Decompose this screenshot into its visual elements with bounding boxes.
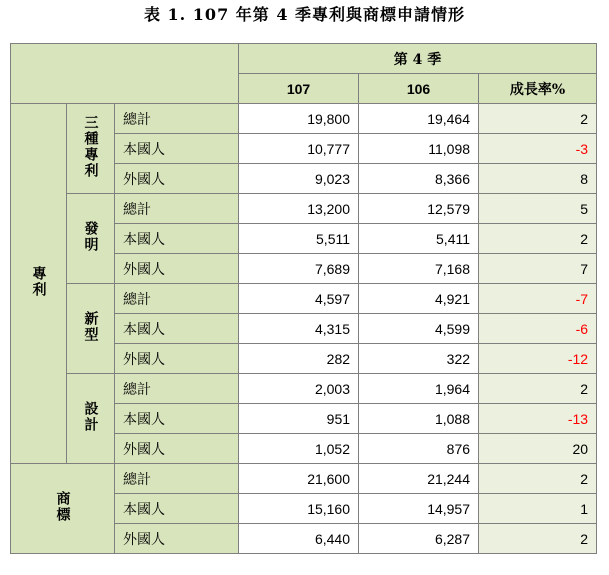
growth-rate: 5 [479, 194, 597, 224]
value-106: 7,168 [359, 254, 479, 284]
table-row [11, 374, 597, 404]
header-col-106: 106 [359, 74, 479, 104]
subgroup-label-utility-model-text: 新型 [82, 310, 99, 343]
value-107: 19,800 [239, 104, 359, 134]
subgroup-label-design-text: 設計 [82, 400, 99, 433]
value-106: 14,957 [359, 494, 479, 524]
table-row [11, 194, 597, 224]
growth-rate: 8 [479, 164, 597, 194]
value-107: 4,597 [239, 284, 359, 314]
growth-rate: 20 [479, 434, 597, 464]
value-107: 15,160 [239, 494, 359, 524]
value-106: 4,921 [359, 284, 479, 314]
header-quarter: 第 4 季 [239, 44, 597, 74]
value-106: 5,411 [359, 224, 479, 254]
row-label: 本國人 [115, 224, 239, 254]
row-label: 本國人 [115, 494, 239, 524]
row-label: 總計 [115, 464, 239, 494]
value-106: 876 [359, 434, 479, 464]
row-label: 總計 [115, 284, 239, 314]
statistics-table [10, 43, 597, 554]
value-106: 322 [359, 344, 479, 374]
growth-rate: -7 [479, 284, 597, 314]
table-row [11, 284, 597, 314]
row-label: 本國人 [115, 314, 239, 344]
row-label: 外國人 [115, 434, 239, 464]
row-label: 本國人 [115, 404, 239, 434]
table-row [11, 104, 597, 134]
growth-rate: 7 [479, 254, 597, 284]
header-col-107: 107 [239, 74, 359, 104]
value-106: 12,579 [359, 194, 479, 224]
value-106: 1,964 [359, 374, 479, 404]
growth-rate: 2 [479, 104, 597, 134]
growth-rate: 2 [479, 524, 597, 554]
subgroup-label-all-patents [67, 104, 115, 194]
row-label: 本國人 [115, 134, 239, 164]
value-107: 13,200 [239, 194, 359, 224]
group-label-patent [11, 104, 67, 464]
value-107: 7,689 [239, 254, 359, 284]
subgroup-label-design [67, 374, 115, 464]
value-107: 6,440 [239, 524, 359, 554]
value-107: 4,315 [239, 314, 359, 344]
value-106: 19,464 [359, 104, 479, 134]
growth-rate: 2 [479, 464, 597, 494]
row-label: 外國人 [115, 164, 239, 194]
value-107: 951 [239, 404, 359, 434]
value-106: 21,244 [359, 464, 479, 494]
group-label-trademark-text: 商標 [54, 490, 71, 523]
row-label: 外國人 [115, 344, 239, 374]
row-label: 總計 [115, 374, 239, 404]
growth-rate: -12 [479, 344, 597, 374]
value-107: 21,600 [239, 464, 359, 494]
subgroup-label-utility-model [67, 284, 115, 374]
value-106: 6,287 [359, 524, 479, 554]
value-107: 10,777 [239, 134, 359, 164]
row-label: 外國人 [115, 524, 239, 554]
table-row [11, 464, 597, 494]
table-title: 表 1. 107 年第 4 季專利與商標申請情形 [143, 5, 466, 24]
value-106: 11,098 [359, 134, 479, 164]
value-106: 8,366 [359, 164, 479, 194]
row-label: 外國人 [115, 254, 239, 284]
growth-rate: 1 [479, 494, 597, 524]
growth-rate: -6 [479, 314, 597, 344]
value-107: 282 [239, 344, 359, 374]
subgroup-label-invention [67, 194, 115, 284]
value-106: 4,599 [359, 314, 479, 344]
growth-rate: 2 [479, 374, 597, 404]
growth-rate: -3 [479, 134, 597, 164]
group-label-patent-text: 專利 [30, 265, 47, 298]
header-row-quarter [11, 44, 597, 74]
value-107: 1,052 [239, 434, 359, 464]
growth-rate: 2 [479, 224, 597, 254]
subgroup-label-all-patents-text: 三種專利 [82, 114, 99, 179]
value-107: 9,023 [239, 164, 359, 194]
header-col-growth: 成長率% [479, 74, 597, 104]
value-107: 2,003 [239, 374, 359, 404]
growth-rate: -13 [479, 404, 597, 434]
header-corner [11, 44, 239, 104]
subgroup-label-invention-text: 發明 [82, 220, 99, 253]
value-106: 1,088 [359, 404, 479, 434]
row-label: 總計 [115, 194, 239, 224]
group-label-trademark [11, 464, 115, 554]
row-label: 總計 [115, 104, 239, 134]
value-107: 5,511 [239, 224, 359, 254]
